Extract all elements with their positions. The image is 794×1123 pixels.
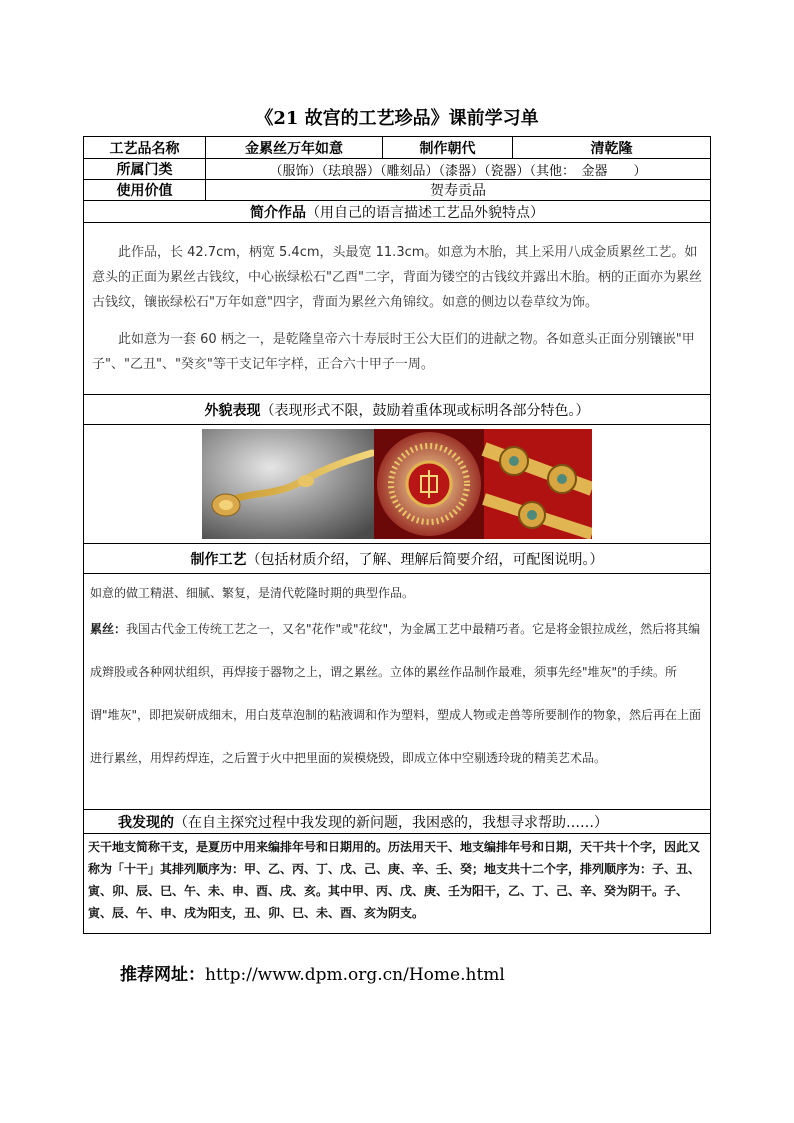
craft-heading-title: 制作工艺	[190, 551, 247, 568]
ruyi-full-photo	[202, 429, 374, 539]
dynasty-label: 制作朝代	[383, 137, 513, 159]
dynasty-value: 清乾隆	[513, 137, 711, 159]
appearance-heading-note: （表现形式不限，鼓励着重体现或标明各部分特色。）	[260, 402, 590, 419]
intro-body-row	[84, 223, 711, 395]
study-sheet-table	[83, 136, 711, 934]
intro-paragraph-2: 此如意为一套 60 柄之一，是乾隆皇帝六十寿辰时王公大臣们的进献之物。各如意头正面分别镶嵌"甲子"、"乙丑"、"癸亥"等干支记年字样，正合六十甲子一周。	[92, 332, 695, 372]
page-title: 《21 故宫的工艺珍品》课前学习单	[255, 108, 539, 129]
craft-body	[84, 574, 711, 810]
craft-body-row	[84, 574, 711, 810]
finding-body	[84, 834, 711, 934]
finding-body-row	[84, 834, 711, 934]
recommend-url[interactable]: http://www.dpm.org.cn/Home.html	[205, 965, 505, 985]
appearance-heading-row	[84, 395, 711, 425]
craft-heading-row	[84, 544, 711, 574]
category-label: 所属门类	[84, 159, 206, 180]
row-name	[84, 137, 711, 159]
appearance-heading	[84, 395, 711, 425]
craft-heading	[84, 544, 711, 574]
appearance-heading-title: 外貌表现	[204, 402, 261, 419]
intro-heading	[84, 201, 711, 223]
craft-heading-note: （包括材质介绍，了解、理解后简要介绍，可配图说明。）	[246, 551, 604, 568]
intro-body	[84, 223, 711, 395]
craft-term-description: 我国古代金工传统工艺之一，又名"花作"或"花纹"，为金属工艺中最精巧者。它是将金银拉成丝，然后将其编成辫股或各种网状组织，再焊接于器物之上，谓之累丝。立体的累丝作品制作最难，须事先经"堆灰"的手续。所谓"堆灰"，即把炭研成细末，用白芨草泡制的粘液调和作为塑料，塑成人物或走兽等所要制作的物象，然后再在上面进行累丝，用焊药焊连，之后置于火中把里面的炭模烧毁，即成立体中空剔透玲珑的精美艺术品。	[90, 622, 702, 765]
craft-term: 累丝：	[90, 622, 127, 636]
row-category	[84, 159, 711, 180]
row-usage	[84, 180, 711, 201]
finding-heading	[84, 810, 711, 834]
finding-heading-row	[84, 810, 711, 834]
intro-heading-row	[84, 201, 711, 223]
category-value: （服饰）（珐琅器）（雕刻品）（漆器）（瓷器）（其他： 金器 ）	[206, 159, 711, 180]
appearance-images	[84, 425, 711, 544]
ruyi-photo-strip	[202, 429, 592, 539]
intro-heading-title: 简介作品	[250, 204, 306, 221]
ruyi-handle-detail-photo	[484, 429, 592, 539]
intro-paragraph-1: 此作品，长 42.7cm，柄宽 5.4cm，头最宽 11.3cm。如意为木胎，其上采用八成金质累丝工艺。如意头的正面为累丝古钱纹，中心嵌绿松石"乙酉"二字，背面为镂空的古钱纹并露出木胎。柄的正面亦为累丝古钱纹，镶嵌绿松石"万年如意"四字，背面为累丝六角锦纹。如意的侧边以卷草纹为饰。	[92, 245, 702, 310]
ruyi-head-detail-photo	[374, 429, 484, 539]
usage-label: 使用价值	[84, 180, 206, 201]
craft-filigree-text	[90, 608, 704, 780]
finding-heading-title: 我发现的	[118, 814, 174, 831]
name-label: 工艺品名称	[84, 137, 206, 159]
recommended-site	[120, 960, 505, 985]
appearance-images-row	[84, 425, 711, 544]
usage-value: 贺寿贡品	[206, 180, 711, 201]
name-value: 金累丝万年如意	[206, 137, 383, 159]
finding-heading-note: （在自主探究过程中我发现的新问题，我困惑的，我想寻求帮助……）	[174, 814, 608, 831]
intro-heading-note: （用自己的语言描述工艺品外貌特点）	[306, 204, 544, 221]
craft-lead: 如意的做工精湛、细腻、繁复，是清代乾隆时期的典型作品。	[90, 586, 415, 600]
recommend-label: 推荐网址：	[120, 965, 205, 985]
finding-text: 天干地支简称干支，是夏历中用来编排年号和日期用的。历法用天干、地支编排年号和日期，天干共十个字，因此又称为「十干」其排列顺序为：甲、乙、丙、丁、戊、己、庚、辛、壬、癸；地支共十二个字，排列顺序为：子、丑、寅、卯、辰、巳、午、未、申、酉、戌、亥。其中甲、丙、戊、庚、壬为阳干，乙、丁、己、辛、癸为阴干。子、寅、辰、午、申、戌为阳支，丑、卯、巳、未、酉、亥为阴支。	[88, 840, 701, 920]
